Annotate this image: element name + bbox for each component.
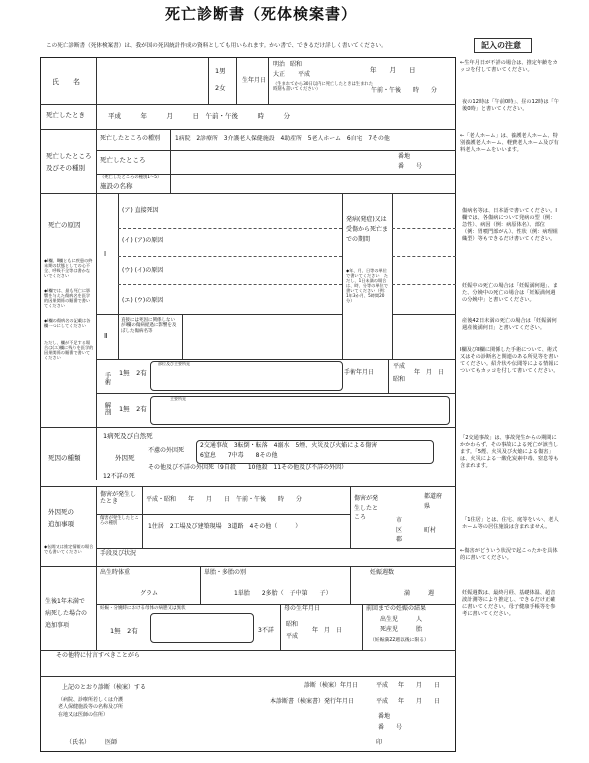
external-label: 外因死の 追加事項 xyxy=(48,508,74,529)
rule xyxy=(96,514,350,515)
diag-date-label: 診断（検案）年月日 xyxy=(304,682,359,689)
injury-types[interactable]: 1住居 2工場及び建築現場 3道路 4その他（ ） xyxy=(148,523,302,530)
page-title: 死亡診断書（死体検案書） xyxy=(165,5,358,23)
onset-note: ◆年、月、日等の単位で書いてください ただし、1日未満の場合は、時、分等の単位で書いてください（例：1年3か月、5時間20分） xyxy=(346,268,388,304)
place-type-label: 死亡したところの種別 xyxy=(100,135,161,142)
injury-place-label: 傷害が発生したところ xyxy=(354,495,379,522)
special-label: その他特に付言すべきことがら xyxy=(56,652,140,659)
side-note-4: 傷病名等は、日本語で書いてください。Ⅰ欄では、各傷病について発病の型（例：急性）、病因（例：病原体名）、部位（例：胃噴門部がん）、性状（例：病理組織型）等もできるだけ書いてください。 xyxy=(462,208,558,243)
weeks-label: 妊娠週数 xyxy=(370,569,395,576)
place-banchi: 番地 xyxy=(398,153,411,160)
sex-female[interactable]: 2女 xyxy=(215,84,226,92)
rule xyxy=(280,604,281,650)
rule xyxy=(118,284,342,285)
rule xyxy=(118,228,342,229)
rule xyxy=(182,314,183,359)
name-label: 氏 名 xyxy=(52,78,80,86)
external-note: ◆伝聞又は推定情報の場合でも書いてください xyxy=(44,544,94,555)
rule xyxy=(40,486,456,487)
cause-row-a[interactable]: (ア) 直接死因 xyxy=(122,207,159,214)
still-births: 死産児 胎 xyxy=(380,626,423,633)
rule xyxy=(392,314,456,315)
section-i: Ⅰ xyxy=(104,250,107,258)
death-time-label: 死亡したとき xyxy=(46,111,85,119)
cause-row-d[interactable]: (エ) (ウ)の原因 xyxy=(122,297,164,304)
side-note-10: ←傷害がどういう状況で起こったかを具体的に書いてください。 xyxy=(460,548,558,562)
rule xyxy=(342,193,343,359)
condition-unknown[interactable]: 3不詳 xyxy=(258,627,274,634)
rule xyxy=(40,427,456,428)
era-meiji: 明治 xyxy=(273,61,286,68)
issue-date-era: 平成 xyxy=(376,698,389,705)
rule xyxy=(96,427,97,480)
rule xyxy=(40,566,456,567)
dob-time: 午前・午後 時 分 xyxy=(371,87,438,94)
autopsy-bracket xyxy=(150,396,450,425)
rule xyxy=(96,314,342,315)
mother-era-heisei: 平成 xyxy=(286,633,299,640)
infant-label: 生後1年未満で 病死した場合の 追加事項 xyxy=(45,598,88,629)
kind-accident: 不慮の外因死 xyxy=(148,447,185,454)
injury-pref: 都道府県 xyxy=(424,493,443,510)
side-note-3: ←「老人ホーム」は、養護老人ホーム、特別養護老人ホーム、軽費老人ホーム及び有料老人ホームをいいます。 xyxy=(460,133,559,154)
dob-label: 生年月日 xyxy=(242,77,267,84)
mother-dob-label: 母の生年月日 xyxy=(284,605,321,612)
mother-era-showa: 昭和 xyxy=(286,621,299,628)
section-ii: Ⅱ xyxy=(104,332,108,340)
rule xyxy=(392,193,393,359)
surgery-label: 手術 xyxy=(103,372,112,385)
place-label: 死亡したところ 及びその種別 xyxy=(46,152,92,173)
rule xyxy=(96,150,456,151)
rule xyxy=(96,486,97,566)
surgery-options[interactable]: 1無 2有 xyxy=(119,369,147,377)
rule xyxy=(392,256,456,257)
autopsy-label: 解剖 xyxy=(103,402,112,415)
dob-ymd: 年 月 日 xyxy=(370,66,416,74)
statement: 上記のとおり診断（検案）する xyxy=(62,684,147,691)
rule xyxy=(96,193,97,427)
rule xyxy=(96,104,97,129)
rule xyxy=(170,129,171,174)
rule xyxy=(96,566,97,650)
rule xyxy=(40,193,456,194)
autopsy-options[interactable]: 1無 2有 xyxy=(119,405,147,413)
rule xyxy=(118,193,119,359)
cause-ii-label: 直接には死因に関係しないがⅠ欄の傷病経過に影響を及ぼした傷病名等 xyxy=(121,318,177,334)
cause-row-c[interactable]: (ウ) (イ)の原因 xyxy=(122,267,164,274)
era-taisho: 大正 xyxy=(273,71,286,78)
side-note-8: 「2交通事故」は、事故発生からの期間にかかわらず、その事故による死亡が該当します。「5煙、火災及び火焔による傷害」は、火災による一酸化炭素中毒、窒息等も含まれます。 xyxy=(460,435,559,470)
surgery-date-label: 手術年月日 xyxy=(344,369,375,376)
rule xyxy=(170,174,171,193)
cause-label: 死亡の原因 xyxy=(48,221,81,229)
accident-options-2[interactable]: 6窒息 7中毒 8その他 xyxy=(200,452,278,459)
injury-town: 町村 xyxy=(424,527,437,534)
injury-time[interactable]: 平成・昭和 年 月 日 午前・午後 時 分 xyxy=(146,496,303,503)
diag-date[interactable]: 年 月 日 xyxy=(398,682,441,689)
intro-text: この死亡診断書（死体検案書）は、我が国の死因統計作成の資料としても用いられます。かい書で、できるだけ詳しく書いてください。 xyxy=(46,43,387,49)
sig-ban: 番 号 xyxy=(378,724,403,731)
onset-label: 発病(発症)又は受傷から死亡までの期間 xyxy=(346,216,389,244)
side-note-1: ←生年月日が不詳の場合は、推定年齢をカッコを付して書いてください。 xyxy=(460,60,558,74)
cause-note-1: ◆Ⅰ欄、Ⅱ欄ともに疾患の終末期の状態としての心不全、呼吸不全等は書かないでください xyxy=(44,258,93,279)
rule xyxy=(268,58,269,104)
condition-bracket xyxy=(150,613,254,643)
place-ban: 番 号 xyxy=(398,163,423,170)
rule xyxy=(392,284,456,285)
rule xyxy=(392,228,456,229)
method-label: 手段及び状況 xyxy=(100,550,137,557)
rule xyxy=(350,486,351,548)
rule xyxy=(96,359,456,360)
era-showa: 昭和 xyxy=(290,61,303,68)
prev-pregnancy-label: 前回までの妊娠の結果 xyxy=(366,605,427,612)
surgery-era-heisei: 平成 xyxy=(393,363,406,370)
rule xyxy=(362,604,363,650)
cause-row-b[interactable]: (イ) (ア)の原因 xyxy=(122,237,164,244)
side-note-2: 夜の12時は「午前0時」、昼の12時は「午後0時」と書いてください。 xyxy=(462,99,559,113)
still-note: （妊娠満22週以後に限る） xyxy=(370,638,429,643)
rule xyxy=(118,256,342,257)
rule xyxy=(142,486,143,514)
cause-note-2: ◆Ⅰ欄では、最も死亡に影響を与えた傷病名を医学的因果関係の順番で書いてください xyxy=(44,288,91,309)
dob-note: （生まれてから30日以内に死亡したときは生まれた時刻も書いてください） xyxy=(273,82,373,93)
diag-date-era: 平成 xyxy=(376,682,389,689)
live-births: 出生児 人 xyxy=(380,616,423,623)
rule xyxy=(142,514,143,548)
kind-external: 外因死 xyxy=(115,454,135,462)
surgery-era-showa: 昭和 xyxy=(393,376,406,383)
facility-address-note: （病院、診療所若しくは介護老人保健施設等の名称及び所在地又は医師の住所） xyxy=(58,697,124,718)
injury-type-label: 傷害が発生したところの種別 xyxy=(100,516,139,527)
facility-note: （死亡したところの種別1～5） xyxy=(100,175,162,180)
rule xyxy=(40,129,456,130)
rule xyxy=(236,58,237,104)
side-note-5: 妊娠中の死亡の場合は「妊娠満何週」、また、分娩中の死亡の場合は「妊娠満何週の分娩中」と書いてください。 xyxy=(462,283,558,304)
kind-other-external[interactable]: その他及び不詳の外因死（9自殺 10他殺 11その他及び不詳の外因） xyxy=(148,464,348,471)
issue-date[interactable]: 年 月 日 xyxy=(398,698,441,705)
sex-male[interactable]: 1男 xyxy=(215,67,226,75)
rule xyxy=(96,129,97,193)
cause-note-4: ただし、欄が不足する場合は(エ)欄に残りを医学的因果関係の順番で書いてください xyxy=(44,340,94,361)
rule xyxy=(40,676,456,677)
weeks-unit: 満 週 xyxy=(404,590,435,597)
birth-weight-unit: グラム xyxy=(140,590,158,597)
sig-banchi: 番地 xyxy=(378,713,391,720)
facility-label: 施設の名称 xyxy=(100,182,133,190)
multiple-options[interactable]: 1単胎 2多胎（ 子中第 子） xyxy=(234,590,332,597)
rule xyxy=(350,566,351,604)
side-header-box xyxy=(474,38,532,53)
rule xyxy=(388,359,389,393)
multiple-label: 単胎・多胎の別 xyxy=(204,569,247,576)
side-note-6: 産後42日未満の死亡の場合は「妊娠満何週産後満何日」と書いてください。 xyxy=(462,318,557,332)
kind-natural[interactable]: 1病死及び自然死 xyxy=(103,432,153,440)
mother-ymd: 年 月 日 xyxy=(312,627,343,634)
surgery-ymd: 年 月 日 xyxy=(414,369,445,376)
side-note-9: 「1住居」とは、住宅、庭等をいい、老人ホーム等の居住施設は含まれません。 xyxy=(462,517,559,531)
place-type-options[interactable]: 1病院 2診療所 3介護老人保健施設 4助産所 5老人ホーム 6自宅 7その他 xyxy=(175,136,390,142)
surgery-sub: 部位及び主要所見 xyxy=(158,361,190,366)
condition-none[interactable]: 1無 2有 xyxy=(110,627,138,635)
rule xyxy=(96,58,97,104)
rule xyxy=(200,566,201,604)
injury-city: 市区郡 xyxy=(396,517,403,544)
rule xyxy=(208,58,209,104)
doctor-name-label: （氏名） 医師 xyxy=(66,739,118,746)
rule xyxy=(96,548,456,549)
injury-time-label: 傷害が発生したとき xyxy=(100,491,137,505)
issue-date-label: 本診断書（検案書）発行年月日 xyxy=(270,698,355,705)
autopsy-sub: 主要所見 xyxy=(170,396,186,401)
side-header: 記入の注意 xyxy=(481,41,521,50)
era-heisei: 平成 xyxy=(298,71,311,78)
rule xyxy=(40,104,456,105)
condition-label: 妊娠・分娩時における母体の病態又は異状 xyxy=(100,606,186,611)
seal-mark: 印 xyxy=(376,739,383,746)
rule xyxy=(96,393,456,394)
kind-unknown[interactable]: 12不詳の死 xyxy=(103,473,135,480)
birth-weight-label: 出生時体重 xyxy=(100,569,131,576)
cause-note-3: ◆Ⅰ欄の傷病名の記載は各欄一つにしてください xyxy=(44,318,91,329)
accident-options-1[interactable]: 2交通事故 3転倒・転落 4溺水 5煙、火災及び火焔による傷害 xyxy=(200,442,378,449)
death-time-value[interactable]: 平成 年 月 日 午前・午後 時 分 xyxy=(108,112,290,120)
side-note-11: 妊娠週数は、最終月経、基礎体温、超音波計測等により推定し、できるだけ正確に書いてください。母子健康手帳等を参考に書いてください。 xyxy=(462,590,556,618)
kind-label: 死因の種類 xyxy=(48,454,81,462)
rule xyxy=(40,650,456,651)
side-note-7: Ⅰ欄及びⅡ欄に関係した手術について、術式又はその診断名と関連のある所見等を書いてください。紹介状や伝聞等による情報についてもカッコを付して書いてください。 xyxy=(460,347,559,375)
place-address-label: 死亡したところ xyxy=(100,156,146,164)
